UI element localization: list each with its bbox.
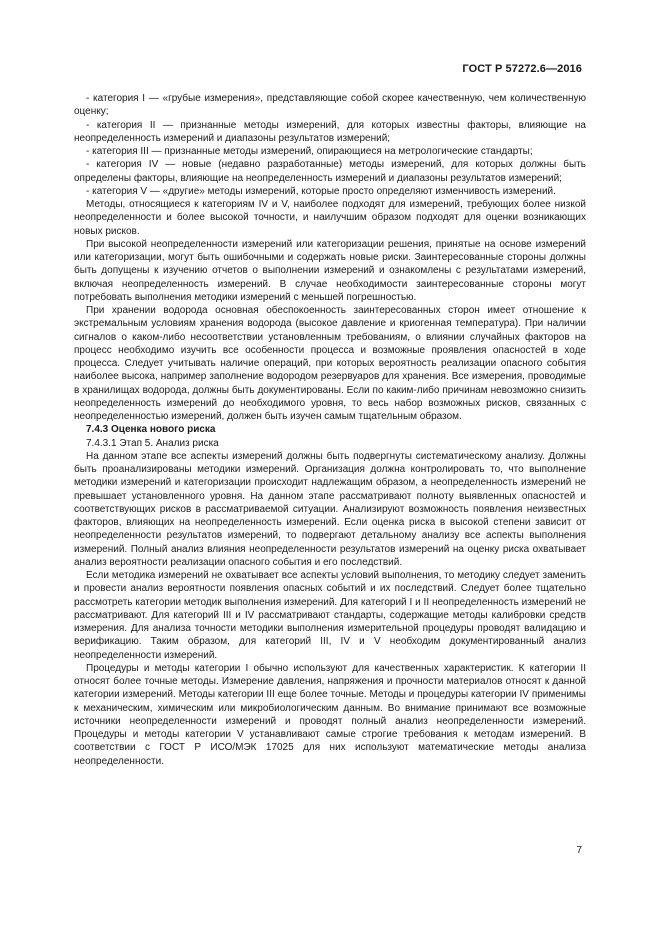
paragraph-methods-iv-v: Методы, относящиеся к категориям IV и V, наиболее подходят для измерений, требующих более низкой неопределенности и более высокой точности, и наилучшим образом подходят для оценки возникающих новых рисков.	[74, 199, 586, 237]
category-4-item: - категория IV — новые (недавно разработанные) методы измерений, для которых должны быть определены факторы, влияющие на неопределенность измерений и диапазоны результатов измерений;	[74, 159, 586, 184]
paragraph-analysis-stage: На данном этапе все аспекты измерений должны быть подвергнуты систематическому анализу. Должны быть проанализированы методики измерений. Организация должна контролировать то, что выполнение методики измерений и категоризации происходит надлежащим образом, а неопределенность измерений не превышает установленного уровня. На данном этапе рассматривают полноту выявленных опасностей и соответствующих рисков в рассматриваемой ситуации. Анализируют возможность появления неизвестных факторов, влияющих на неопределенность измерений. Если оценка риска в высокой степени зависит от неопределенности результатов измерений, то подвергают детальному анализу все аспекты выполнения измерений. Полный анализ влияния неопределенности результатов измерений на оценку риска охватывает анализ вероятности реализации опасного события и его последствий.	[74, 450, 586, 568]
category-3-item: - категория III — признанные методы измерений, опирающиеся на метрологические стандарты;	[86, 146, 533, 157]
page-number: 7	[576, 845, 582, 856]
category-5-item: - категория V — «другие» методы измерений, которые просто определяют изменчивость измерений.	[86, 185, 556, 197]
paragraph-high-uncertainty: При высокой неопределенности измерений или категоризации решения, принятые на основе измерений или категоризации, могут быть ошибочными и содержать новые риски. Заинтересованные стороны должны быть допущены к изучению отчетов о выполнении измерений и ознакомлены с результатами измерений, включая неопределенность измерений. В случае необходимости заинтересованные стороны могут потребовать выполнения методики измерений с меньшей погрешностью.	[74, 238, 586, 303]
paragraph-hydrogen-storage: При хранении водорода основная обеспокоенность заинтересованных сторон имеет отношение к экстремальным условиям хранения водорода (высокое давление и криогенная температура). При наличии сигналов о каком-либо несоответствии установленным требованиям, о влиянии случайных факторов на процесс необходимо изучить все особенности процесса и возможные проявления опасностей в ходе процесса. Следует учитывать наличие операций, при которых вероятность реализации опасного события наиболее высока, например заполнение водородом резервуаров для хранения. Все измерения, проводимые в хранилищах водорода, должны быть документированы. Если по каким-либо причинам невозможно снизить неопределенность измерений до необходимого уровня, то весь набор возможных рисков, связанных с неопределенностью измерений, должен быть изучен самым тщательным образом.	[74, 305, 586, 422]
document-code-header: ГОСТ Р 57272.6—2016	[462, 63, 582, 75]
category-1-item: - категория I — «грубые измерения», представляющие собой скорее качественную, чем количественную оценку;	[74, 93, 586, 118]
subsection-heading: 7.4.3.1 Этап 5. Анализ риска	[86, 437, 219, 449]
document-body	[74, 92, 586, 768]
paragraph-method-coverage: Если методика измерений не охватывает все аспекты условий выполнения, то методику следует заменить и провести анализ вероятности появления опасных событий и их последствий. Следует более тщательно рассмотреть категории методик выполнения измерений. Для категорий I и II неопределенность измерений не рассматривают. Для категорий III и IV рассматривают стандарты, содержащие методы калибровки средств измерения. Для анализа точности методики выполнения измерительной процедуры проводят валидацию и верификацию. Таким образом, для категорий III, IV и V необходим документированный анализ неопределенности измерений.	[74, 570, 586, 661]
section-heading: 7.4.3 Оценка нового риска	[86, 424, 216, 436]
paragraph-procedures-categories: Процедуры и методы категории I обычно используют для качественных характеристик. К категории II относят более точные методы. Измерение давления, напряжения и прочности материалов относят к данной категории измерений. Методы категории III еще более точные. Методы и процедуры категории IV применимы к механическим, химическим или микробиологическим данным. Во внимание принимают все возможные источники неопределенности измерений и проводят полный анализ неопределенности измерений. Процедуры и методы категории V устанавливают самые строгие требования к методам измерений. В соответствии с ГОСТ Р ИСО/МЭК 17025 для них используют математические методы анализа неопределенности.	[74, 662, 586, 767]
category-2-item: - категория II — признанные методы измерений, для которых известны факторы, влияющие на неопределенность измерений и диапазоны результатов измерений;	[74, 119, 586, 144]
